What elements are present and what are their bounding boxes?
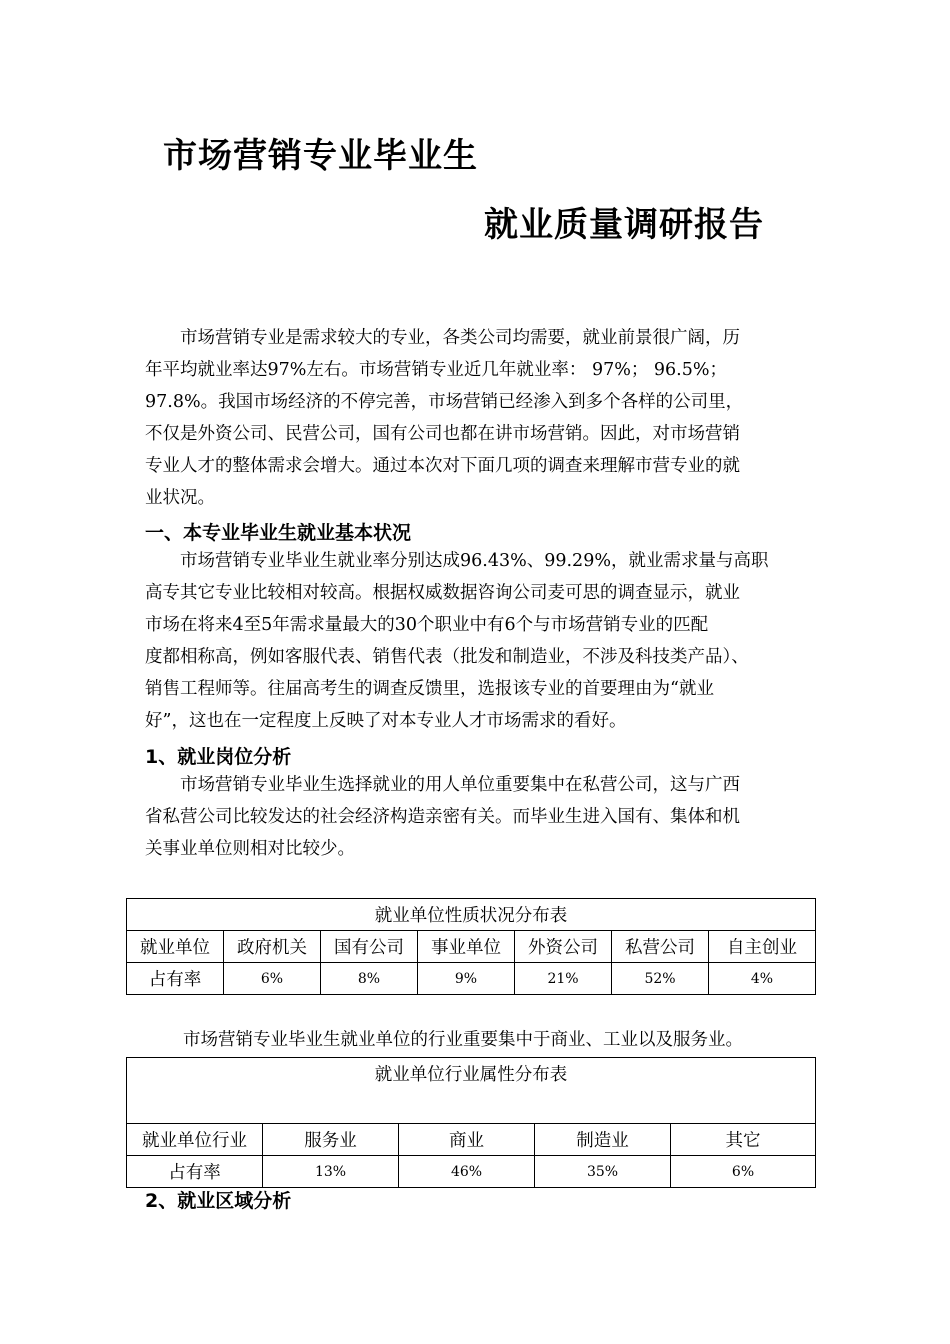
intro-paragraph bbox=[145, 322, 810, 514]
table-header-cell: 自主创业 bbox=[709, 931, 816, 963]
section1-line: 市场在将来4至5年需求量最大的30个职业中有6个与市场营销专业的匹配 bbox=[145, 615, 709, 635]
table-caption: 就业单位行业属性分布表 bbox=[127, 1058, 816, 1124]
intro-line: 专业人才的整体需求会增大。通过本次对下面几项的调查来理解市营专业的就 bbox=[145, 456, 740, 476]
table-cell: 8% bbox=[321, 963, 418, 995]
section1-line: 高专其它专业比较相对较高。根据权威数据咨询公司麦可思的调查显示，就业 bbox=[145, 583, 740, 603]
table-cell: 6% bbox=[671, 1156, 816, 1188]
intro-line: 不仅是外资公司、民营公司，国有公司也都在讲市场营销。因此，对市场营销 bbox=[145, 424, 740, 444]
table-row-label: 占有率 bbox=[127, 963, 224, 995]
subsection1-line: 市场营销专业毕业生选择就业的用人单位重要集中在私营公司，这与广西 bbox=[180, 775, 740, 795]
table-cell: 6% bbox=[224, 963, 321, 995]
table-row-label: 占有率 bbox=[127, 1156, 263, 1188]
subsection1-paragraph bbox=[145, 769, 810, 865]
table-header-cell: 私营公司 bbox=[612, 931, 709, 963]
subsection1-line: 关事业单位则相对比较少。 bbox=[145, 839, 355, 859]
table-cell: 35% bbox=[535, 1156, 671, 1188]
intro-line: 业状况。 bbox=[145, 488, 215, 508]
table-header-cell: 外资公司 bbox=[515, 931, 612, 963]
table-cell: 52% bbox=[612, 963, 709, 995]
intro-line: 年平均就业率达97%左右。市场营销专业近几年就业率： 97%； 96.5%； bbox=[145, 360, 728, 380]
table-header-cell: 制造业 bbox=[535, 1124, 671, 1156]
industry-intro-text: 市场营销专业毕业生就业单位的行业重要集中于商业、工业以及服务业。 bbox=[183, 1030, 743, 1050]
table-header-cell: 服务业 bbox=[263, 1124, 399, 1156]
table-header-cell: 就业单位行业 bbox=[127, 1124, 263, 1156]
table-cell: 13% bbox=[263, 1156, 399, 1188]
document-title-line2: 就业质量调研报告 bbox=[484, 205, 764, 245]
table-header-cell: 国有公司 bbox=[321, 931, 418, 963]
table-header-cell: 其它 bbox=[671, 1124, 816, 1156]
intro-line: 97.8%。我国市场经济的不停完善，市场营销已经渗入到多个各样的公司里， bbox=[145, 392, 744, 412]
table-cell: 21% bbox=[515, 963, 612, 995]
table-header-cell: 事业单位 bbox=[418, 931, 515, 963]
subsection1-line: 省私营公司比较发达的社会经济构造亲密有关。而毕业生进入国有、集体和机 bbox=[145, 807, 740, 827]
table-caption: 就业单位性质状况分布表 bbox=[127, 899, 816, 931]
table-cell: 46% bbox=[399, 1156, 535, 1188]
intro-line: 市场营销专业是需求较大的专业，各类公司均需要，就业前景很广阔，历 bbox=[180, 328, 740, 348]
table-header-cell: 政府机关 bbox=[224, 931, 321, 963]
subsection-heading-2: 2、就业区域分析 bbox=[145, 1190, 292, 1212]
section1-line: 度都相称高，例如客服代表、销售代表（批发和制造业，不涉及科技类产品）、 bbox=[145, 647, 749, 667]
section1-line: 市场营销专业毕业生就业率分别达成96.43%、99.29%，就业需求量与高职 bbox=[180, 551, 769, 571]
table-cell: 4% bbox=[709, 963, 816, 995]
table-header-cell: 商业 bbox=[399, 1124, 535, 1156]
section1-line: 好”，这也在一定程度上反映了对本专业人才市场需求的看好。 bbox=[145, 711, 627, 731]
section1-paragraph bbox=[145, 545, 810, 737]
subsection-heading-1: 1、就业岗位分析 bbox=[145, 746, 292, 768]
section-heading-1: 一、本专业毕业生就业基本状况 bbox=[145, 522, 412, 544]
section1-line: 销售工程师等。往届高考生的调查反馈里，选报该专业的首要理由为“就业 bbox=[145, 679, 714, 699]
employer-type-table bbox=[126, 898, 816, 995]
industry-table bbox=[126, 1057, 816, 1188]
document-title-line1: 市场营销专业毕业生 bbox=[163, 136, 478, 176]
table-header-cell: 就业单位 bbox=[127, 931, 224, 963]
table-cell: 9% bbox=[418, 963, 515, 995]
